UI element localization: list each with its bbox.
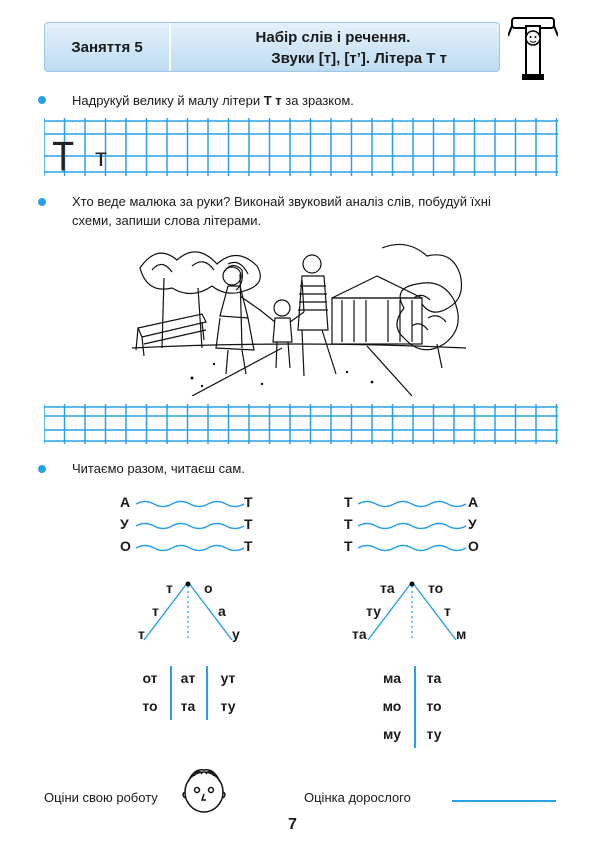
tree-left-v3: у: [232, 626, 240, 642]
tree-left-t1: т: [166, 580, 173, 596]
pair-right-1-b: А: [468, 494, 479, 510]
pair-left-1-a: А: [120, 494, 131, 510]
self-assessment-label: Оціни свою роботу: [44, 790, 158, 805]
syl-left-r1-c2: ат: [180, 670, 196, 686]
lesson-number: Заняття 5: [45, 23, 171, 71]
adult-assessment-label: Оцінка дорослого: [304, 790, 411, 805]
pair-left-3-b: Т: [244, 538, 253, 554]
tree-left-t2: т: [152, 603, 159, 619]
syllable-table-left: [132, 670, 252, 720]
tree-right-r3: м: [456, 626, 467, 642]
pair-left-2-b: Т: [244, 516, 253, 532]
sample-letter-upper: Т: [52, 133, 75, 176]
sample-letter-lower: т: [95, 142, 107, 172]
face-drawing-icon[interactable]: [180, 764, 228, 816]
syllable-table-right: [374, 670, 454, 750]
syl-left-r2-c3: ту: [220, 698, 236, 714]
pair-right-3-a: Т: [344, 538, 353, 554]
syl-right-r2-c1: мо: [382, 698, 402, 714]
tree-left-t3: т: [138, 626, 145, 642]
task2-text: Хто веде малюка за руки? Виконай звуковий аналіз слів, побудуй їхні схеми, запиши слова літерами.: [72, 194, 491, 228]
tree-right-r2: т: [444, 603, 451, 619]
pair-right-2-b: У: [468, 516, 477, 532]
syl-right-r3-c2: ту: [426, 726, 442, 742]
tree-left-v2: а: [218, 603, 226, 619]
syl-right-r1-c2: та: [426, 670, 442, 686]
page-number: 7: [288, 816, 297, 833]
task1-text: Надрукуй велику й малу літери Т т за зразком.: [72, 93, 354, 108]
syl-left-r1-c3: ут: [220, 670, 236, 686]
lesson-title-line2: Звуки [т], [т’]. Літера Т т: [271, 50, 447, 67]
pair-left-2-a: У: [120, 516, 129, 532]
syl-right-r1-c1: ма: [383, 670, 401, 686]
tree-left-v1: о: [204, 580, 213, 596]
tree-right-r1: то: [428, 580, 444, 596]
adult-grade-line[interactable]: [452, 800, 556, 802]
syl-right-r3-c1: му: [383, 726, 401, 742]
pair-right-3-b: О: [468, 538, 479, 554]
task3-text: Читаємо разом, читаєш сам.: [72, 461, 245, 476]
lesson-title-line1: Набір слів і речення.: [255, 29, 411, 46]
tree-right-l3: та: [352, 626, 367, 642]
pair-right-2-a: Т: [344, 516, 353, 532]
syl-right-r2-c2: то: [426, 698, 442, 714]
pair-left-1-b: Т: [244, 494, 253, 510]
tree-right-l2: ту: [366, 603, 381, 619]
syl-left-r2-c1: то: [142, 698, 158, 714]
tree-right-l1: та: [380, 580, 395, 596]
pair-right-1-a: Т: [344, 494, 353, 510]
syl-left-r1-c1: от: [142, 670, 158, 686]
syl-left-r2-c2: та: [180, 698, 196, 714]
pair-left-3-a: О: [120, 538, 131, 554]
